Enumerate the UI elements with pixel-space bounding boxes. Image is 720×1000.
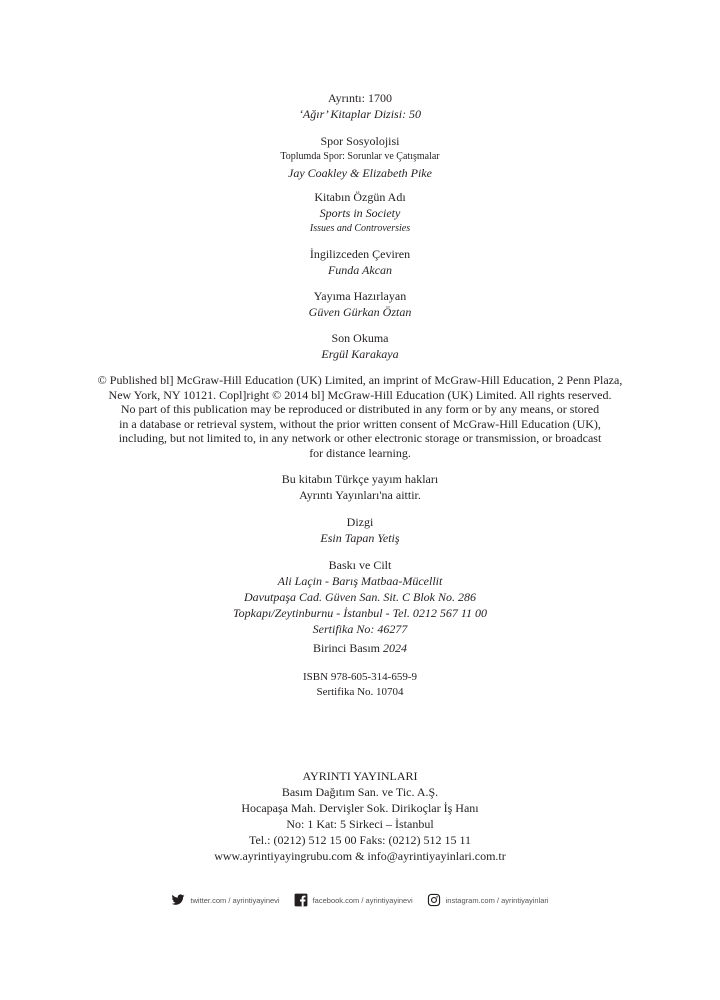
publisher-address: Hocapaşa Mah. Dervişler Sok. Dirikoçlar İş Hanı bbox=[241, 801, 479, 815]
social-instagram[interactable] bbox=[427, 893, 549, 907]
isbn-info bbox=[0, 670, 720, 700]
proofreader-info bbox=[0, 330, 720, 362]
printing-label: Baskı ve Cilt bbox=[328, 558, 392, 572]
instagram-icon bbox=[427, 893, 441, 907]
translator-name: Funda Akcan bbox=[327, 263, 393, 277]
printing-info bbox=[0, 557, 720, 637]
original-subtitle: Issues and Controversies bbox=[309, 223, 411, 234]
copyright-line: © Published bl] McGraw-Hill Education (UK) Limited, an imprint of McGraw-Hill Education, 2 Penn Plaza, bbox=[97, 373, 623, 387]
copyright-line: in a database or retrieval system, without the prior written consent of McGraw-Hill Education (UK), bbox=[119, 416, 601, 431]
book-subtitle: Toplumda Spor: Sorunlar ve Çatışmalar bbox=[280, 151, 440, 162]
original-title: Sports in Society bbox=[319, 206, 401, 220]
typesetting-info bbox=[0, 514, 720, 546]
series-name: ‘Ağır’ Kitaplar Dizisi: 50 bbox=[298, 107, 422, 121]
edition-label: Birinci Basım bbox=[313, 641, 380, 655]
editor-info bbox=[0, 288, 720, 320]
publisher-info bbox=[0, 768, 720, 864]
copyright-notice bbox=[0, 373, 720, 460]
edition-year: 2024 bbox=[383, 641, 407, 655]
typesetting-name: Esin Tapan Yetiş bbox=[320, 531, 400, 545]
proofreader-name: Ergül Karakaya bbox=[321, 347, 399, 361]
rights-info bbox=[0, 471, 720, 503]
facebook-icon bbox=[294, 893, 308, 907]
publisher-company: Basım Dağıtım San. ve Tic. A.Ş. bbox=[281, 785, 439, 799]
social-facebook[interactable] bbox=[294, 893, 413, 907]
translator-info bbox=[0, 246, 720, 278]
twitter-icon bbox=[171, 893, 185, 907]
twitter-handle: twitter.com / ayrintiyayinevi bbox=[190, 895, 280, 905]
book-authors: Jay Coakley & Elizabeth Pike bbox=[288, 166, 432, 180]
book-info bbox=[0, 133, 720, 181]
facebook-handle: facebook.com / ayrintiyayinevi bbox=[312, 895, 413, 905]
translator-label: İngilizceden Çeviren bbox=[309, 247, 411, 261]
typesetting-label: Dizgi bbox=[346, 515, 374, 529]
original-title-info bbox=[0, 189, 720, 236]
publisher-name: AYRINTI YAYINLARI bbox=[302, 769, 418, 783]
edition-info bbox=[0, 640, 720, 656]
copyright-line: No part of this publication may be reproduced or distributed in any form or by any means, or stored bbox=[120, 402, 600, 416]
rights-line: Ayrıntı Yayınları'na aittir. bbox=[299, 488, 421, 502]
copyright-line: including, but not limited to, in any network or other electronic storage or transmission, or broadcast bbox=[118, 431, 602, 445]
editor-name: Güven Gürkan Öztan bbox=[308, 305, 412, 319]
isbn-certificate: Sertifika No. 10704 bbox=[316, 686, 404, 698]
publisher-web: www.ayrintiyayingrubu.com & info@ayrintiyayinlari.com.tr bbox=[214, 849, 506, 863]
publisher-phone: Tel.: (0212) 512 15 00 Faks: (0212) 512 15 11 bbox=[248, 833, 472, 847]
series-info bbox=[0, 90, 720, 122]
printing-line: Davutpaşa Cad. Güven San. Sit. C Blok No. 286 bbox=[244, 590, 476, 604]
publisher-address: No: 1 Kat: 5 Sirkeci – İstanbul bbox=[286, 817, 434, 831]
instagram-handle: instagram.com / ayrintiyayinlari bbox=[445, 895, 549, 905]
isbn-number: ISBN 978-605-314-659-9 bbox=[303, 671, 417, 683]
social-twitter[interactable] bbox=[171, 893, 279, 907]
book-title: Spor Sosyolojisi bbox=[320, 134, 400, 148]
printing-line: Ali Laçin - Barış Matbaa-Mücellit bbox=[277, 574, 443, 588]
copyright-line: New York, NY 10121. Copl]right © 2014 bl] McGraw-Hill Education (UK) Limited. All rights reserved. bbox=[108, 387, 612, 402]
proofreader-label: Son Okuma bbox=[331, 331, 389, 345]
original-title-label: Kitabın Özgün Adı bbox=[314, 190, 406, 204]
social-links bbox=[0, 893, 720, 907]
printing-line: Sertifika No: 46277 bbox=[312, 622, 408, 636]
printing-line: Topkapı/Zeytinburnu - İstanbul - Tel. 0212 567 11 00 bbox=[233, 606, 487, 620]
series-number: Ayrıntı: 1700 bbox=[328, 91, 392, 105]
copyright-line: for distance learning. bbox=[309, 445, 411, 460]
editor-label: Yayıma Hazırlayan bbox=[313, 289, 407, 303]
rights-line: Bu kitabın Türkçe yayım hakları bbox=[281, 472, 439, 486]
